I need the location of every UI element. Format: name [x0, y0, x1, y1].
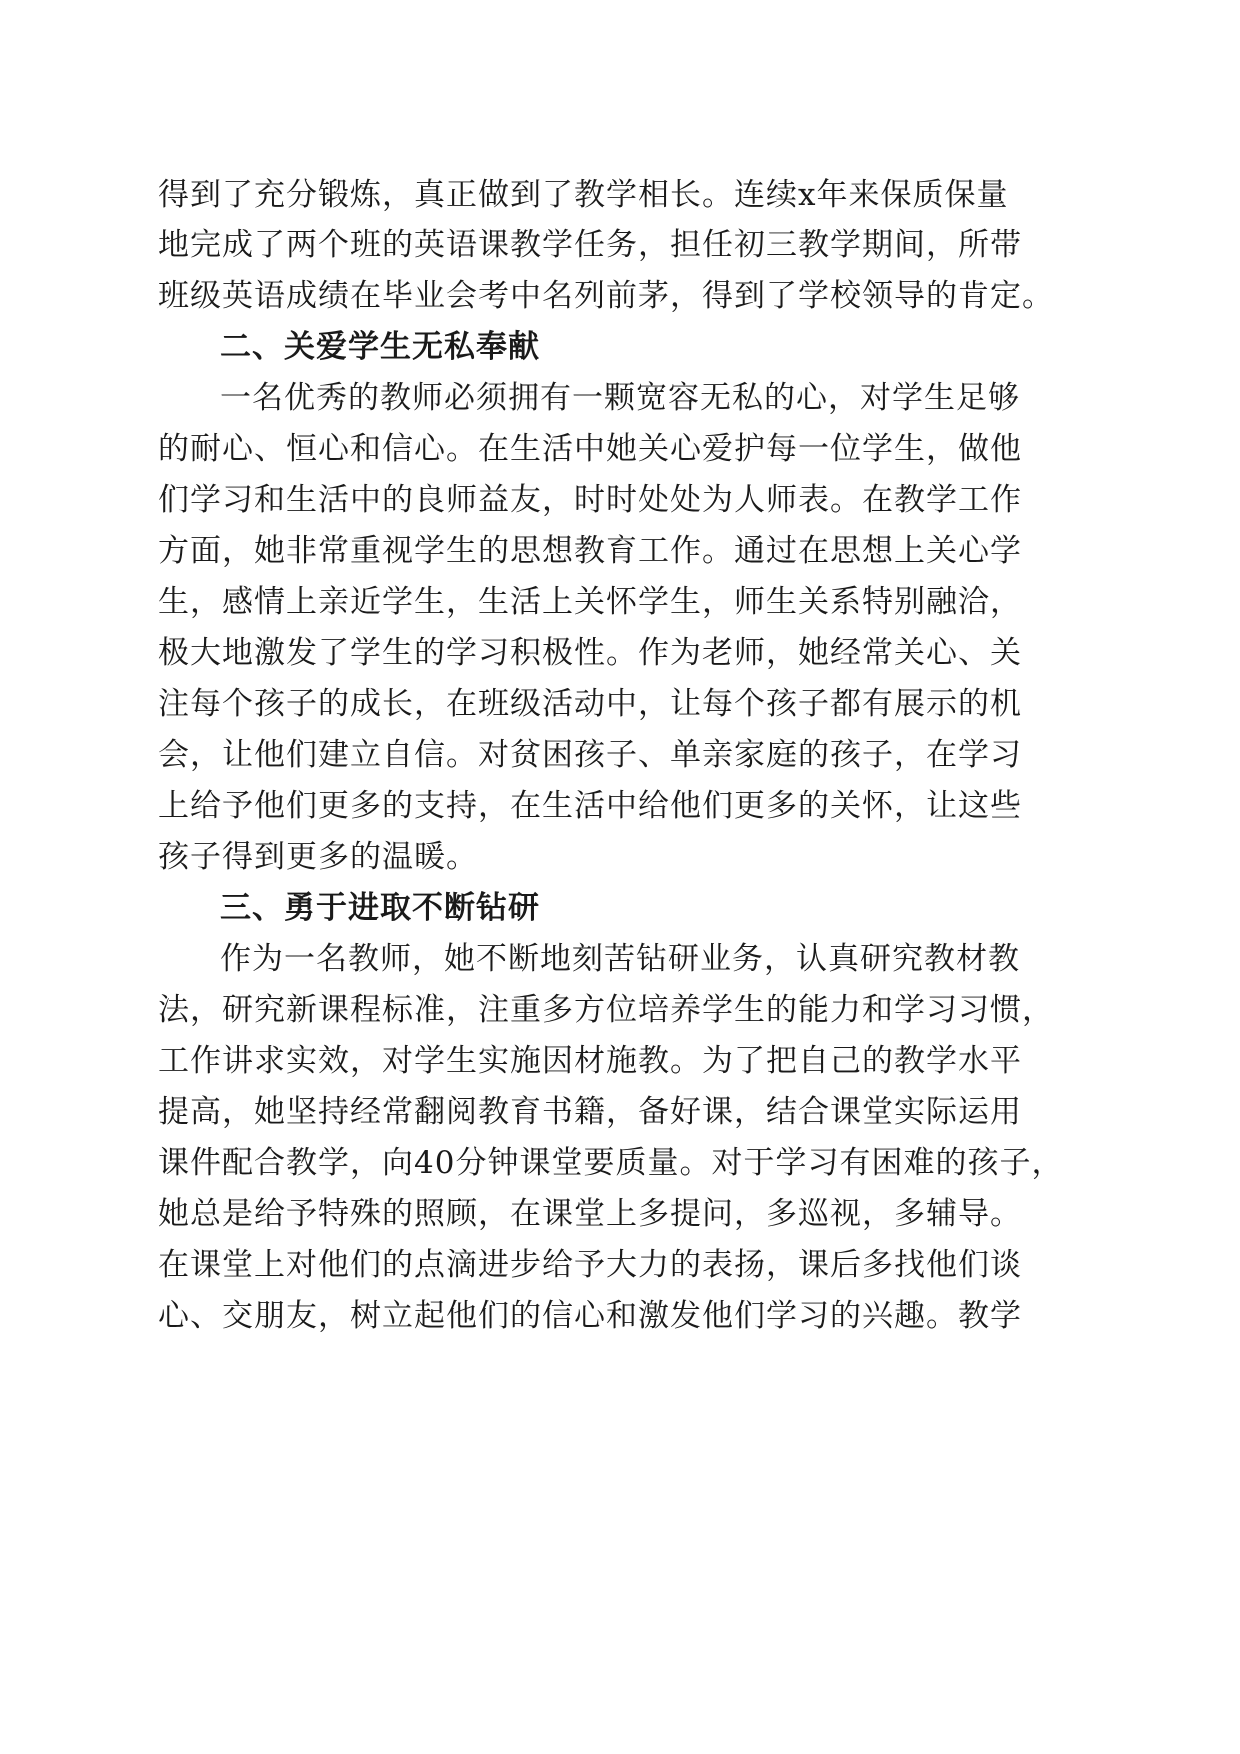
paragraph-line: 提高，她坚持经常翻阅教育书籍，备好课，结合课堂实际运用	[158, 1094, 1022, 1130]
paragraph-line: 孩子得到更多的温暖。	[158, 839, 478, 875]
section-heading: 三、勇于进取不断钻研	[220, 890, 540, 926]
paragraph-line: 法，研究新课程标准，注重多方位培养学生的能力和学习习惯，	[158, 992, 1054, 1028]
paragraph-line: 们学习和生活中的良师益友，时时处处为人师表。在教学工作	[158, 482, 1022, 518]
paragraph-line: 的耐心、恒心和信心。在生活中她关心爱护每一位学生，做他	[158, 431, 1022, 467]
paragraph-line: 会，让他们建立自信。对贫困孩子、单亲家庭的孩子，在学习	[158, 737, 1022, 773]
section-heading: 二、关爱学生无私奉献	[220, 329, 540, 365]
paragraph-line: 一名优秀的教师必须拥有一颗宽容无私的心，对学生足够	[220, 380, 1020, 416]
paragraph-line: 得到了充分锻炼，真正做到了教学相长。连续x年来保质保量	[158, 177, 1009, 213]
paragraph-line: 在课堂上对他们的点滴进步给予大力的表扬，课后多找他们谈	[158, 1247, 1022, 1283]
paragraph-line: 作为一名教师，她不断地刻苦钻研业务，认真研究教材教	[220, 941, 1020, 977]
paragraph-line: 注每个孩子的成长，在班级活动中，让每个孩子都有展示的机	[158, 686, 1022, 722]
paragraph-line: 工作讲求实效，对学生实施因材施教。为了把自己的教学水平	[158, 1043, 1022, 1079]
paragraph-line: 心、交朋友，树立起他们的信心和激发他们学习的兴趣。教学	[158, 1298, 1022, 1334]
paragraph-line: 生，感情上亲近学生，生活上关怀学生，师生关系特别融洽，	[158, 584, 1022, 620]
paragraph-line: 上给予他们更多的支持，在生活中给他们更多的关怀，让这些	[158, 788, 1022, 824]
paragraph-line: 方面，她非常重视学生的思想教育工作。通过在思想上关心学	[158, 533, 1022, 569]
paragraph-line: 她总是给予特殊的照顾，在课堂上多提问，多巡视，多辅导。	[158, 1196, 1022, 1232]
paragraph-line: 班级英语成绩在毕业会考中名列前茅，得到了学校领导的肯定。	[158, 278, 1054, 314]
paragraph-line: 极大地激发了学生的学习积极性。作为老师，她经常关心、关	[158, 635, 1022, 671]
paragraph-line: 课件配合教学，向40分钟课堂要质量。对于学习有困难的孩子，	[158, 1145, 1064, 1181]
paragraph-line: 地完成了两个班的英语课教学任务，担任初三教学期间，所带	[158, 227, 1022, 263]
